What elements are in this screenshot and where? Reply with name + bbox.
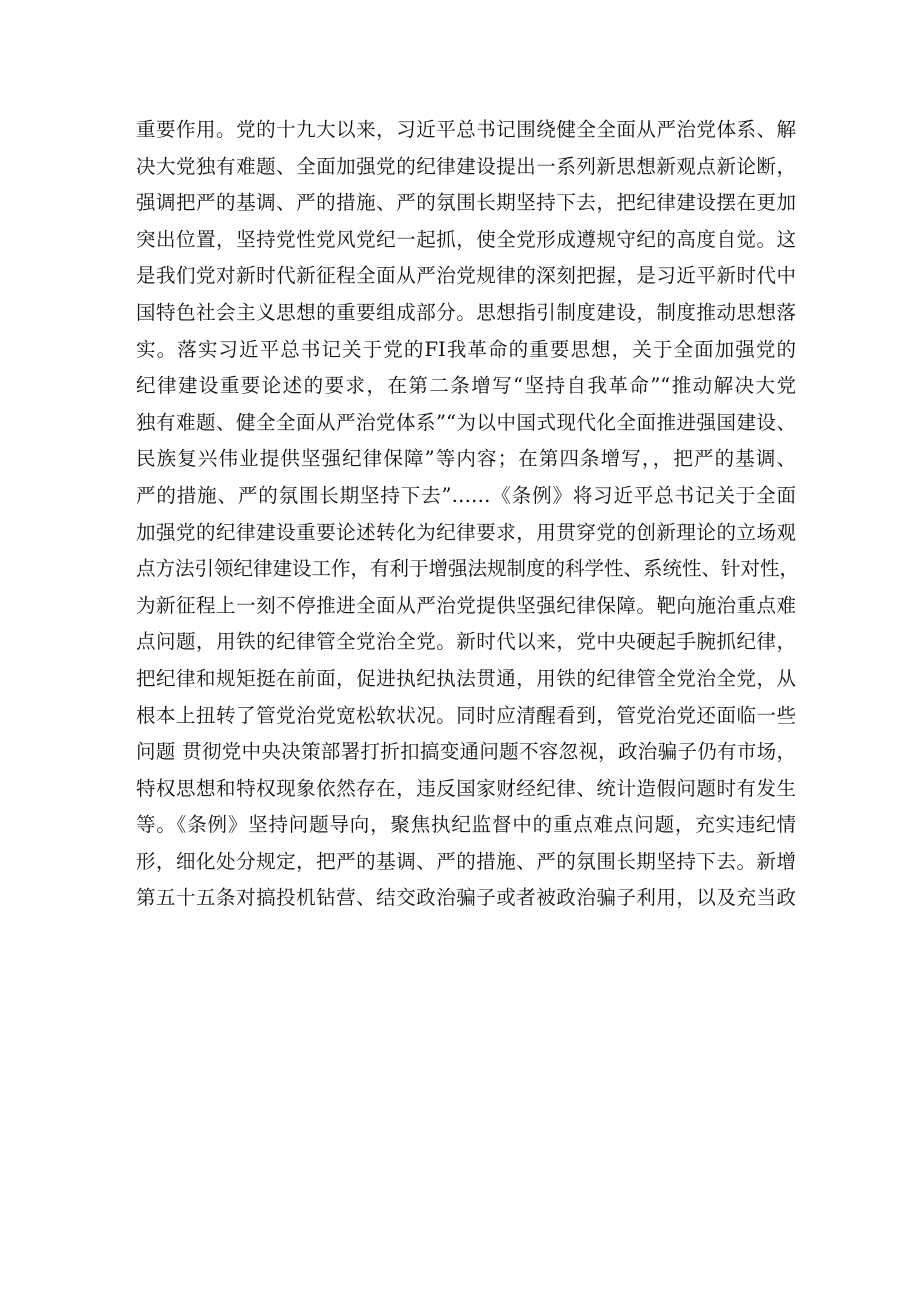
text-line: 根本上扭转了管党治党宽松软状况。同时应清醒看到，管党治党还面临一些 [136, 703, 796, 727]
text-line: 纪律建设重要论述的要求，在第二条增写“坚持自我革命”“推动解决大党 [136, 374, 796, 398]
text-line: 第五十五条对搞投机钻营、结交政治骗子或者被政治骗子利用，以及充当政 [136, 886, 796, 910]
text-line: 特权思想和特权现象依然存在，违反国家财经纪律、统计造假问题时有发生 [136, 776, 796, 800]
text-line: 是我们党对新时代新征程全面从严治党规律的深刻把握，是习近平新时代中 [136, 264, 796, 288]
text-line: 独有难题、健全全面从严治党体系”“为以中国式现代化全面推进强国建设、 [136, 410, 796, 434]
text-line: 重要作用。党的十九大以来，习近平总书记围绕健全全面从严治党体系、解 [136, 118, 796, 141]
text-line: 点方法引领纪律建设工作，有利于增强法规制度的科学性、系统性、针对性， [136, 557, 800, 581]
text-line: 实。落实习近平总书记关于党的FI我革命的重要思想，关于全面加强党的 [136, 337, 796, 361]
text-line: 点问题，用铁的纪律管全党治全党。新时代以来，党中央硬起手腕抓纪律， [136, 630, 796, 654]
text-line: 国特色社会主义思想的重要组成部分。思想指引制度建设，制度推动思想落 [136, 300, 796, 324]
text-line: 强调把严的基调、严的措施、严的氛围长期坚持下去，把纪律建设摆在更加 [136, 191, 796, 215]
text-line: 形，细化处分规定，把严的基调、严的措施、严的氛围长期坚持下去。新增 [136, 849, 796, 873]
body-text [136, 112, 800, 917]
text-line: 问题 贯彻党中央决策部署打折扣搞变通问题不容忽视，政治骗子仍有市场， [136, 740, 796, 764]
text-line: 决大党独有难题、全面加强党的纪律建设提出一系列新思想新观点新论断， [136, 154, 796, 178]
text-line: 为新征程上一刻不停推进全面从严治党提供坚强纪律保障。靶向施治重点难 [136, 593, 796, 617]
text-line: 等。《条例》坚持问题导向，聚焦执纪监督中的重点难点问题，充实违纪情 [136, 813, 796, 837]
text-line: 加强党的纪律建设重要论述转化为纪律要求，用贯穿党的创新理论的立场观 [136, 520, 796, 544]
text-line: 突出位置，坚持党性党风党纪一起抓，使全党形成遵规守纪的高度自觉。这 [136, 227, 796, 251]
text-line: 把纪律和规矩挺在前面，促进执纪执法贯通，用铁的纪律管全党治全党，从 [136, 666, 796, 690]
text-line: 严的措施、严的氛围长期坚持下去”……《条例》将习近平总书记关于全面 [136, 483, 796, 507]
text-line: 民族复兴伟业提供坚强纪律保障”等内容；在第四条增写，，把严的基调、 [136, 447, 796, 471]
